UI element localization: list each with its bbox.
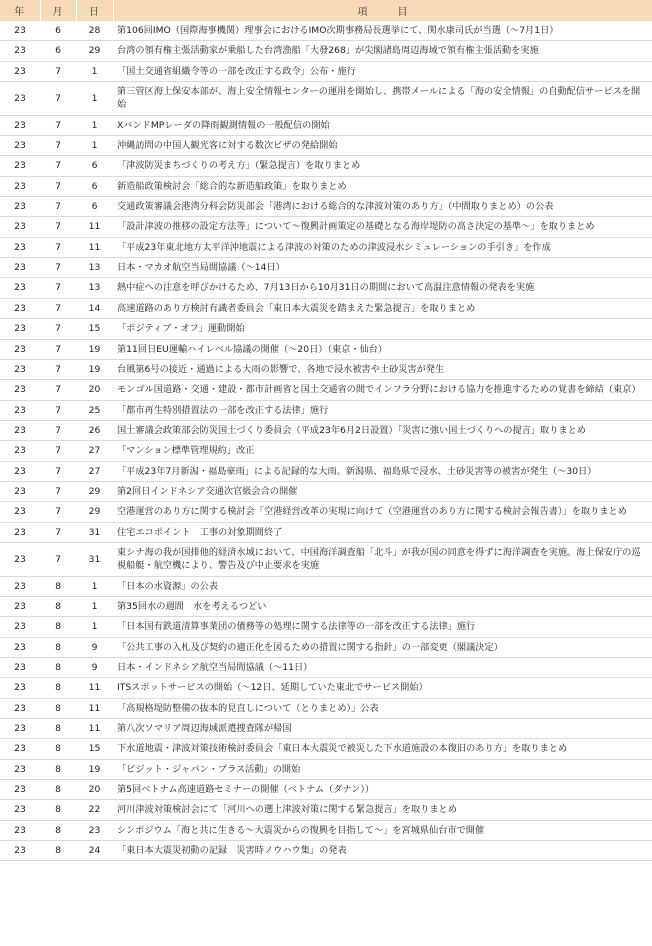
item-cell: 「ビジット・ジャパン・プラス活動」の開始 [113,759,652,779]
table-row [0,278,652,298]
table-row [0,780,652,800]
year-cell: 23 [0,841,40,861]
year-cell: 23 [0,522,40,542]
year-cell: 23 [0,217,40,237]
year-cell: 23 [0,441,40,461]
month-cell: 7 [40,298,76,318]
item-cell: 沖縄訪問の中国人観光客に対する数次ビザの発給開始 [113,136,652,156]
month-cell: 8 [40,678,76,698]
day-cell: 20 [76,780,113,800]
year-cell: 23 [0,21,40,41]
table-row [0,380,652,400]
month-cell: 8 [40,637,76,657]
item-cell: 台湾の領有権主張活動家が乗船した台湾漁船「大發268」が尖閣諸島周辺海域で領有権主張活動を実施 [113,41,652,61]
day-cell: 19 [76,359,113,379]
month-cell: 7 [40,278,76,298]
item-cell: 第八次ソマリア周辺海域派遣捜査隊が帰国 [113,719,652,739]
table-row [0,658,652,678]
year-cell: 23 [0,759,40,779]
table-row [0,298,652,318]
month-cell: 7 [40,82,76,116]
year-cell: 23 [0,278,40,298]
year-cell: 23 [0,542,40,576]
table-row [0,739,652,759]
table-row [0,542,652,576]
table-row [0,820,652,840]
day-header: 日 [76,0,113,21]
day-cell: 6 [76,176,113,196]
item-cell: シンポジウム「海と共に生きる〜大震災からの復興を目指して〜」を宮城県仙台市で開催 [113,820,652,840]
table-row [0,41,652,61]
day-cell: 15 [76,319,113,339]
item-cell: 「東日本大震災初動の記録 災害時ノウハウ集」の発表 [113,841,652,861]
year-cell: 23 [0,156,40,176]
table-row [0,136,652,156]
day-cell: 1 [76,136,113,156]
year-cell: 23 [0,420,40,440]
day-cell: 31 [76,542,113,576]
month-cell: 8 [40,658,76,678]
month-cell: 6 [40,21,76,41]
table-row [0,217,652,237]
item-cell: 交通政策審議会港湾分科会防災部会「港湾における総合的な津波対策のあり方」（中間取りまとめ）の公表 [113,197,652,217]
month-cell: 7 [40,176,76,196]
item-cell: 第11回日EU運輸ハイレベル協議の開催（〜20日）（東京・仙台） [113,339,652,359]
day-cell: 28 [76,21,113,41]
day-cell: 27 [76,461,113,481]
year-cell: 23 [0,61,40,81]
item-cell: 「設計津波の推移の設定方法等」について〜復興計画策定の基礎となる海岸堤防の高さ決定の基準〜」を取りまとめ [113,217,652,237]
day-cell: 22 [76,800,113,820]
year-cell: 23 [0,617,40,637]
year-cell: 23 [0,461,40,481]
item-cell: 新造船政策検討会「総合的な新造船政策」を取りまとめ [113,176,652,196]
item-cell: 第三管区海上保安本部が、海上安全情報センターの運用を開始し、携帯メールによる「海の安全情報」の自動配信サービスを開始 [113,82,652,116]
item-cell: 「津波防災まちづくりの考え方」（緊急提言）を取りまとめ [113,156,652,176]
year-cell: 23 [0,800,40,820]
day-cell: 11 [76,698,113,718]
item-cell: 住宅エコポイント 工事の対象期間終了 [113,522,652,542]
day-cell: 20 [76,380,113,400]
table-row [0,617,652,637]
month-cell: 8 [40,739,76,759]
item-cell: 「平成23年東北地方太平洋沖地震による津波の対策のための津波浸水シミュレーションの手引き」を作成 [113,237,652,257]
month-cell: 8 [40,576,76,596]
table-row [0,339,652,359]
month-cell: 7 [40,339,76,359]
month-cell: 7 [40,420,76,440]
day-cell: 14 [76,298,113,318]
day-cell: 24 [76,841,113,861]
table-row [0,237,652,257]
month-header: 月 [40,0,76,21]
item-cell: 下水道地震・津波対策技術検討委員会「東日本大震災で被災した下水道施設の本復旧のあり方」を取りまとめ [113,739,652,759]
day-cell: 13 [76,258,113,278]
table-body [0,21,652,861]
year-cell: 23 [0,658,40,678]
year-cell: 23 [0,380,40,400]
item-cell: 「高規格堤防整備の抜本的見直しについて（とりまとめ）」公表 [113,698,652,718]
item-cell: 国土審議会政策部会防災国土づくり委員会（平成23年6月2日設置）「災害に強い国土づくりへの提言」取りまとめ [113,420,652,440]
month-cell: 7 [40,156,76,176]
item-cell: 「日本国有鉄道清算事業団の債務等の処理に関する法律等の一部を改正する法律」施行 [113,617,652,637]
year-cell: 23 [0,82,40,116]
table-row [0,82,652,116]
table-row [0,678,652,698]
item-cell: 空港運営のあり方に関する検討会「空港経営改革の実現に向けて（空港運営のあり方に関する検討会報告書）」を取りまとめ [113,502,652,522]
day-cell: 25 [76,400,113,420]
day-cell: 13 [76,278,113,298]
month-cell: 8 [40,780,76,800]
year-cell: 23 [0,820,40,840]
item-cell: ITSスポットサービスの開始（〜12日、延期していた東北でサービス開始） [113,678,652,698]
month-cell: 7 [40,115,76,135]
day-cell: 9 [76,658,113,678]
day-cell: 29 [76,502,113,522]
month-cell: 8 [40,800,76,820]
table-row [0,637,652,657]
year-cell: 23 [0,359,40,379]
item-cell: 「日本の水資源」の公表 [113,576,652,596]
item-cell: 第5回ベトナム高速道路セミナーの開催（ベトナム（ダナン）） [113,780,652,800]
table-row [0,61,652,81]
month-cell: 8 [40,617,76,637]
month-cell: 7 [40,502,76,522]
day-cell: 15 [76,739,113,759]
year-cell: 23 [0,298,40,318]
year-cell: 23 [0,400,40,420]
table-row [0,841,652,861]
day-cell: 29 [76,481,113,501]
item-cell: 日本・マカオ航空当局間協議（〜14日） [113,258,652,278]
year-cell: 23 [0,319,40,339]
table-row [0,258,652,278]
month-cell: 7 [40,197,76,217]
month-cell: 7 [40,136,76,156]
item-cell: 「ポジティブ・オフ」運動開始 [113,319,652,339]
month-cell: 7 [40,481,76,501]
month-cell: 8 [40,719,76,739]
day-cell: 1 [76,617,113,637]
table-row [0,420,652,440]
year-cell: 23 [0,258,40,278]
year-cell: 23 [0,637,40,657]
table-row [0,522,652,542]
table-row [0,698,652,718]
item-cell: 第106回IMO（国際海事機関）理事会におけるIMO次期事務局長選挙にて、関水康司氏が当選（〜7月1日） [113,21,652,41]
month-cell: 7 [40,359,76,379]
year-cell: 23 [0,502,40,522]
month-cell: 7 [40,380,76,400]
table-row [0,481,652,501]
month-cell: 7 [40,237,76,257]
day-cell: 19 [76,759,113,779]
table-row [0,576,652,596]
month-cell: 7 [40,319,76,339]
table-row [0,319,652,339]
year-cell: 23 [0,576,40,596]
day-cell: 11 [76,217,113,237]
year-cell: 23 [0,678,40,698]
month-cell: 7 [40,461,76,481]
month-cell: 8 [40,596,76,616]
day-cell: 27 [76,441,113,461]
month-cell: 7 [40,522,76,542]
year-cell: 23 [0,698,40,718]
table-row [0,719,652,739]
month-cell: 7 [40,542,76,576]
month-cell: 7 [40,258,76,278]
month-cell: 8 [40,759,76,779]
table-row [0,115,652,135]
day-cell: 1 [76,82,113,116]
table-row [0,461,652,481]
day-cell: 11 [76,237,113,257]
item-cell: 高速道路のあり方検討有識者委員会「東日本大震災を踏まえた緊急提言」を取りまとめ [113,298,652,318]
table-row [0,176,652,196]
year-cell: 23 [0,596,40,616]
item-cell: 日本・インドネシア航空当局間協議（〜11日） [113,658,652,678]
table-row [0,441,652,461]
year-cell: 23 [0,136,40,156]
table-row [0,156,652,176]
item-cell: 「国土交通省組織令等の一部を改正する政令」公布・施行 [113,61,652,81]
year-cell: 23 [0,481,40,501]
table-row [0,400,652,420]
year-cell: 23 [0,176,40,196]
table-row [0,197,652,217]
item-cell: 東シナ海の我が国排他的経済水域において、中国海洋調査船「北斗」が我が国の同意を得ずに海洋調査を実施。海上保安庁の巡視船艇・航空機により、警告及び中止要求を実施 [113,542,652,576]
table-row [0,800,652,820]
day-cell: 1 [76,61,113,81]
day-cell: 6 [76,156,113,176]
day-cell: 31 [76,522,113,542]
month-cell: 8 [40,698,76,718]
year-cell: 23 [0,780,40,800]
year-cell: 23 [0,739,40,759]
item-cell: 台風第6号の接近・通過による大雨の影響で、各地で浸水被害や土砂災害が発生 [113,359,652,379]
day-cell: 23 [76,820,113,840]
month-cell: 6 [40,41,76,61]
day-cell: 6 [76,197,113,217]
item-cell: 熱中症への注意を呼びかけるため、7月13日から10月31日の期間において高温注意情報の発表を実施 [113,278,652,298]
year-cell: 23 [0,41,40,61]
year-cell: 23 [0,237,40,257]
table-row [0,502,652,522]
day-cell: 1 [76,115,113,135]
month-cell: 7 [40,441,76,461]
year-cell: 23 [0,719,40,739]
month-cell: 7 [40,217,76,237]
header-row [0,0,652,21]
day-cell: 11 [76,678,113,698]
item-cell: 「公共工事の入札及び契約の適正化を図るための措置に関する指針」の一部変更（閣議決定） [113,637,652,657]
item-header: 項目 [113,0,652,21]
year-header: 年 [0,0,40,21]
day-cell: 26 [76,420,113,440]
item-cell: モンゴル国道路・交通・建設・都市計画省と国土交通省の間でインフラ分野における協力を推進するための覚書を締結（東京） [113,380,652,400]
item-cell: 「平成23年7月新潟・福島豪雨」による記録的な大雨。新潟県、福島県で浸水、土砂災害等の被害が発生（〜30日） [113,461,652,481]
day-cell: 19 [76,339,113,359]
month-cell: 7 [40,400,76,420]
item-cell: 第2回日インドネシア交通次官級会合の開催 [113,481,652,501]
year-cell: 23 [0,339,40,359]
item-cell: 河川津波対策検討会にて「河川への遡上津波対策に関する緊急提言」を取りまとめ [113,800,652,820]
day-cell: 1 [76,576,113,596]
day-cell: 11 [76,719,113,739]
year-cell: 23 [0,197,40,217]
table-row [0,596,652,616]
month-cell: 7 [40,61,76,81]
day-cell: 1 [76,596,113,616]
item-cell: 第35回水の週間 水を考えるつどい [113,596,652,616]
month-cell: 8 [40,841,76,861]
item-cell: 「都市再生特別措置法の一部を改正する法律」施行 [113,400,652,420]
item-cell: 「マンション標準管理規約」改正 [113,441,652,461]
table-row [0,759,652,779]
table-row [0,359,652,379]
table-row [0,21,652,41]
year-cell: 23 [0,115,40,135]
item-cell: XバンドMPレーダの降雨観測情報の一般配信の開始 [113,115,652,135]
day-cell: 29 [76,41,113,61]
month-cell: 8 [40,820,76,840]
day-cell: 9 [76,637,113,657]
